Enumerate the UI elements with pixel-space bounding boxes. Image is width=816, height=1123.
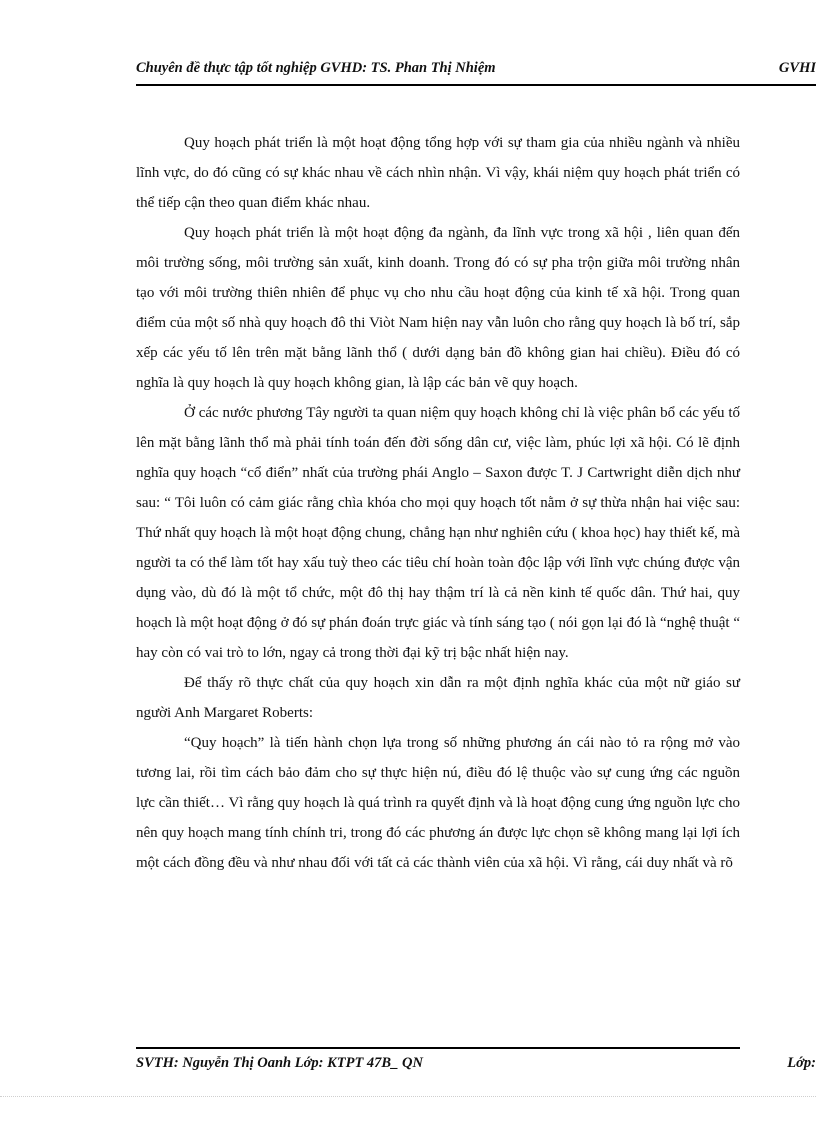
footer-right-text: Lớp: [787,1055,816,1071]
footer-author: SVTH: Nguyễn Thị Oanh Lớp: KTPT 47B_ QN [136,1055,423,1071]
footer-divider [136,1047,740,1049]
paragraph: Quy hoạch phát triển là một hoạt động đa ngành, đa lĩnh vực trong xã hội , liên quan đến môi trường sống, môi trường sản xuất, kinh doanh. Trong đó có sự pha trộn giữa môi trường nhân tạo với môi trường thiên nhiên để phục vụ cho nhu cầu hoạt động của kinh tế xã hội. Trong quan điểm của một số nhà quy hoạch đô thi Viòt Nam hiện nay vẫn luôn cho rằng quy hoạch là bố trí, sắp xếp các yếu tố lên trên mặt bằng lãnh thổ ( dưới dạng bản đồ không gian hai chiều). Điều đó có nghĩa là quy hoạch là quy hoạch không gian, là lập các bản vẽ quy hoạch. [136,225,740,391]
page-bottom-edge [0,1096,816,1097]
paragraph: Để thấy rõ thực chất của quy hoạch xin dẫn ra một định nghĩa khác của một nữ giáo sư người Anh Margaret Roberts: [136,675,740,721]
page-header [136,60,816,86]
header-title: Chuyên đề thực tập tốt nghiệp GVHD: TS. Phan Thị Nhiệm [136,60,496,76]
document-body [136,128,740,878]
paragraph: Quy hoạch phát triển là một hoạt động tổng hợp với sự tham gia của nhiều ngành và nhiều lĩnh vực, do đó cũng có sự khác nhau về cách nhìn nhận. Vì vậy, khái niệm quy hoạch phát triển có thể tiếp cận theo quan điểm khác nhau. [136,135,740,211]
page-footer [136,1055,816,1077]
paragraph: “Quy hoạch” là tiến hành chọn lựa trong số những phương án cái nào tỏ ra rộng mở vào tương lai, rồi tìm cách bảo đảm cho sự thực hiện nú, điều đó lệ thuộc vào sự cung ứng các nguồn lực cần thiết… Vì rằng quy hoạch là quá trình ra quyết định và là hoạt động cung ứng nguồn lực cho nên quy hoạch mang tính chính tri, trong đó các phương án được lực chọn sẽ không mang lại lợi ích một cách đồng đều và như nhau đối với tất cả các thành viên của xã hội. Vì rằng, cái duy nhất và rõ [136,735,740,871]
paragraph: Ở các nước phương Tây người ta quan niệm quy hoạch không chỉ là việc phân bổ các yếu tố lên mặt bằng lãnh thổ mà phải tính toán đến đời sống dân cư, việc làm, phúc lợi xã hội. Có lẽ định nghĩa quy hoạch “cổ điển” nhất của trường phái Anglo – Saxon được T. J Cartwright diễn dịch như sau: “ Tôi luôn có cảm giác rằng chìa khóa cho mọi quy hoạch tốt nằm ở sự thừa nhận hai việc sau: Thứ nhất quy hoạch là một hoạt động chung, chẳng hạn như nghiên cứu ( khoa học) hay thiết kế, mà người ta có thể làm tốt hay xấu tuỳ theo các tiêu chí hoàn toàn độc lập với lĩnh vực chúng được vận dụng vào, dù đó là một tổ chức, một đô thị hay thậm trí là cả nền kinh tế quốc dân. Thứ hai, quy hoạch là một hoạt động ở đó sự phán đoán trực giác và tính sáng tạo ( nói gọn lại đó là “nghệ thuật “ hay còn có vai trò to lớn, ngay cả trong thời đại kỹ trị bậc nhất hiện nay. [136,405,740,661]
header-right-text: GVHI [778,60,816,76]
